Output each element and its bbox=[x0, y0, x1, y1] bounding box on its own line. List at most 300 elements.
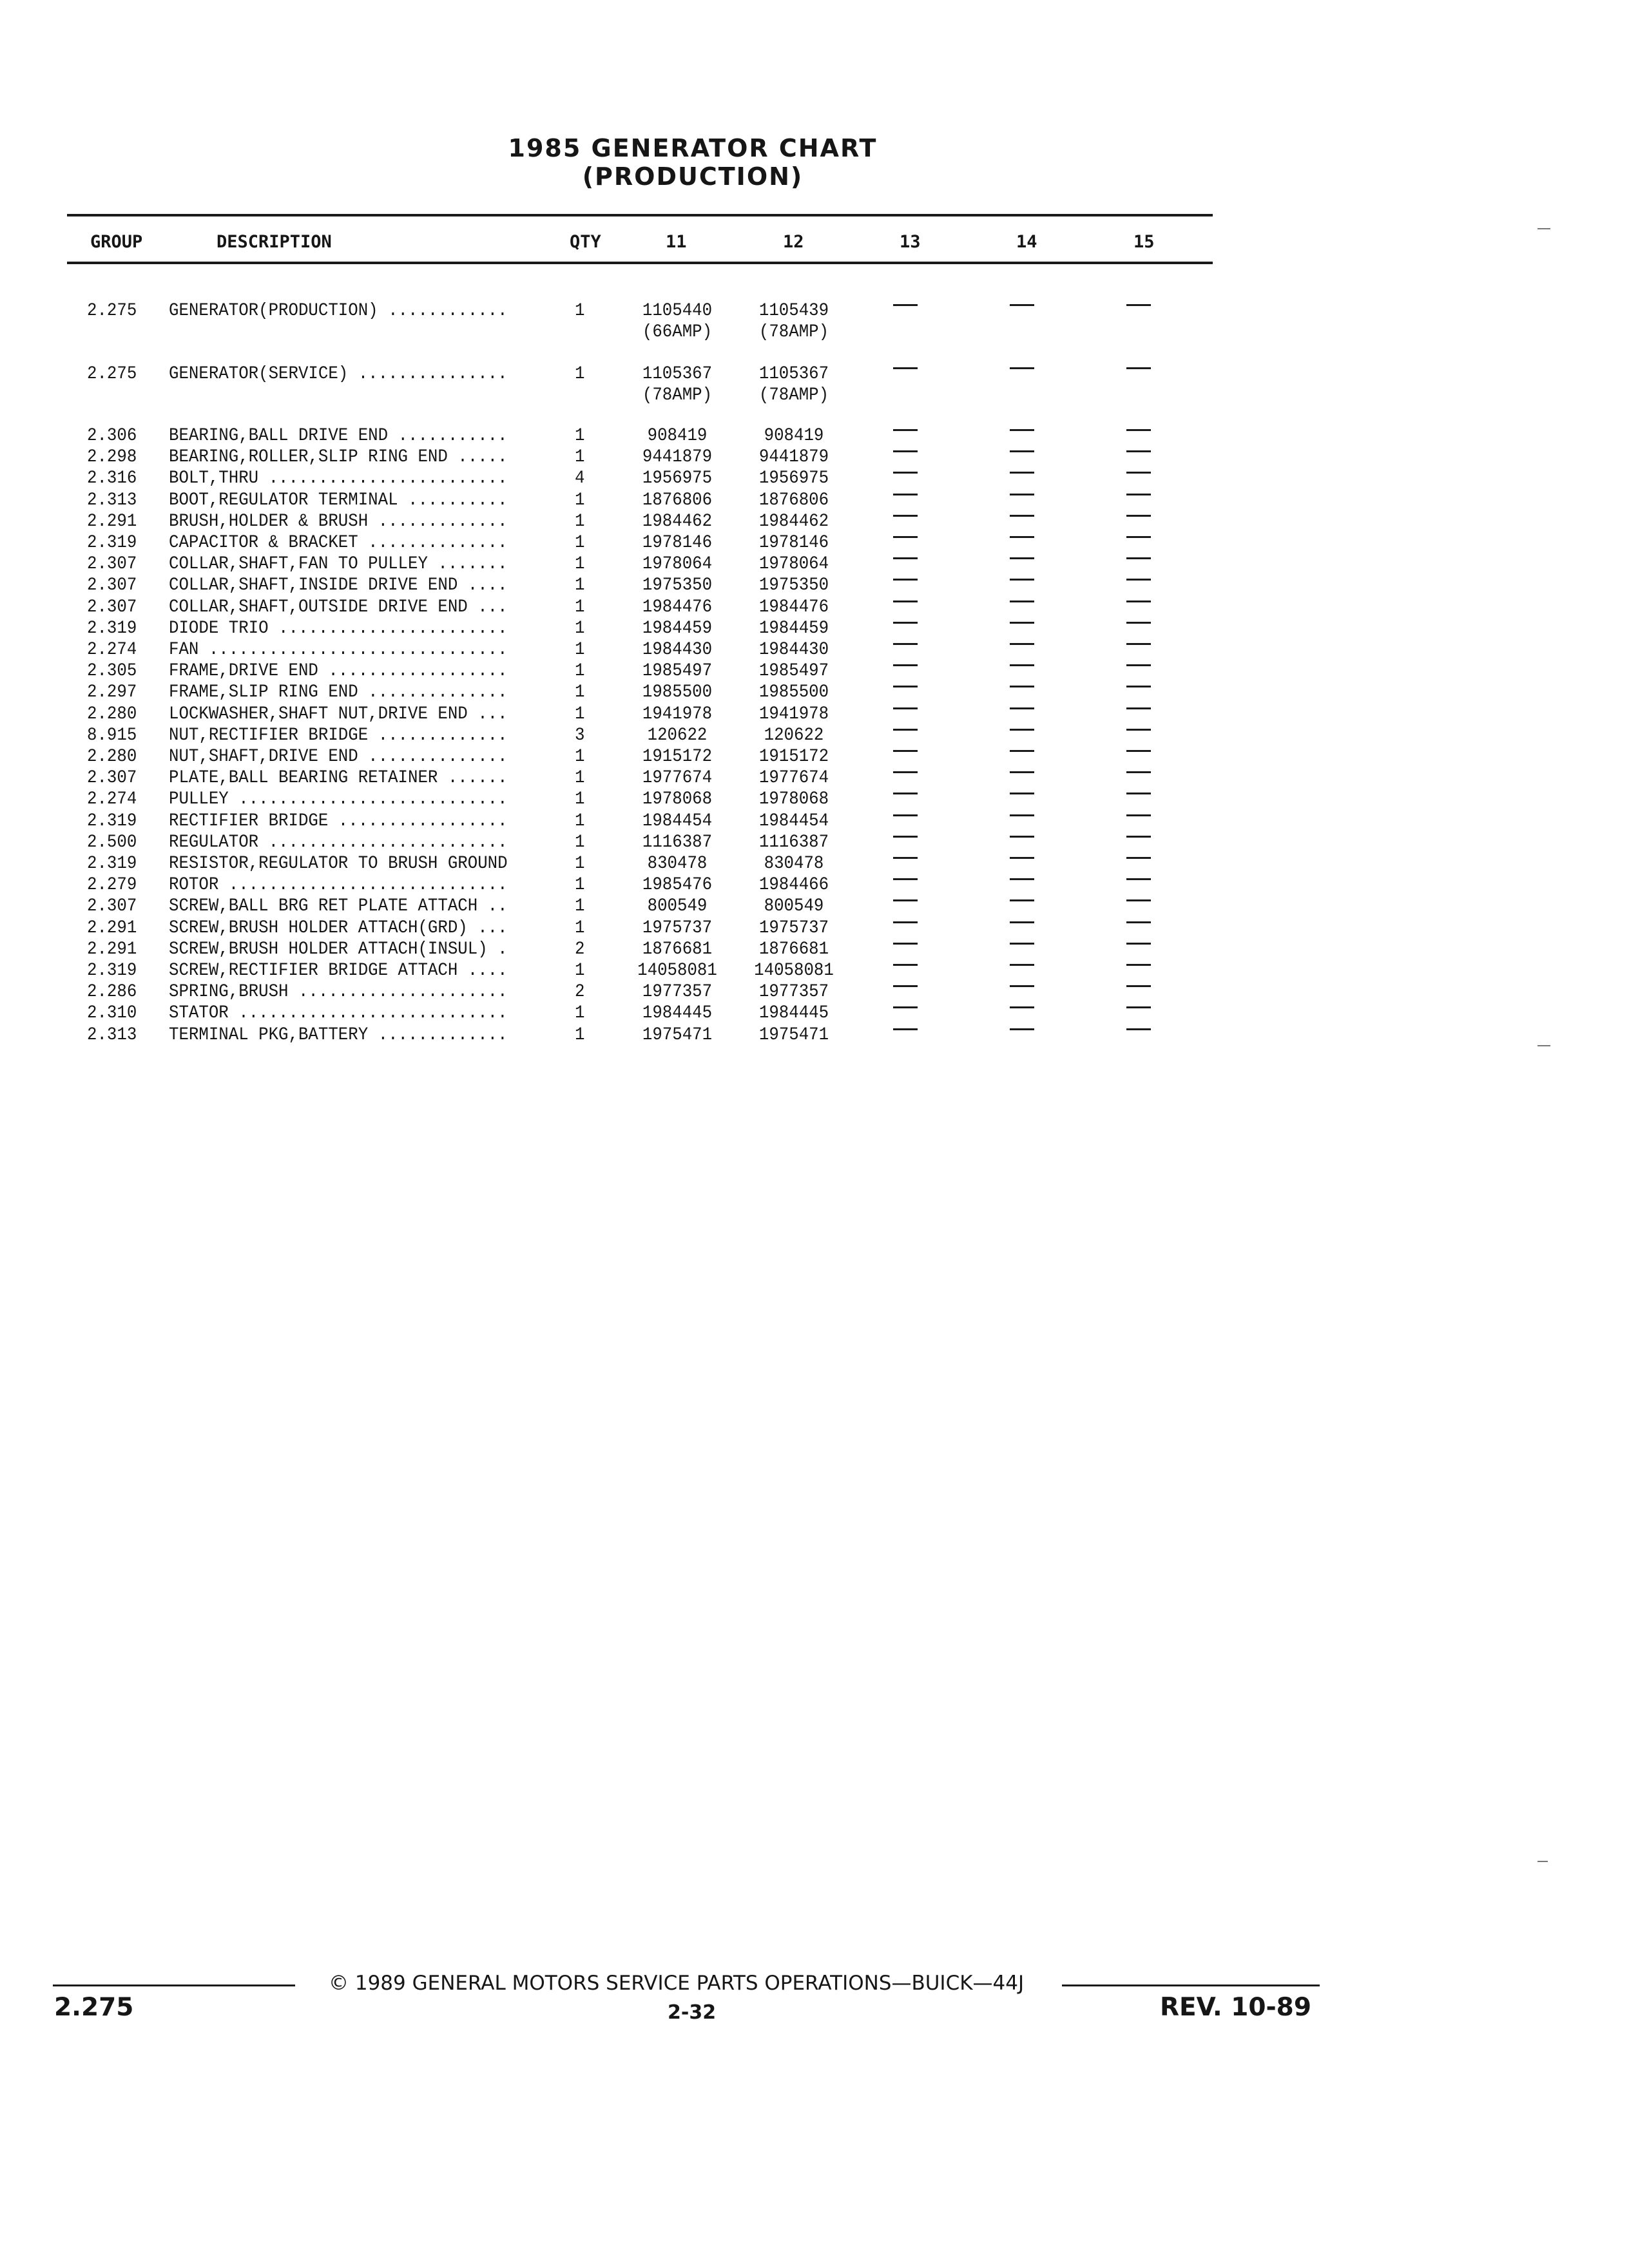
description-cell: DIODE TRIO ....................... bbox=[169, 618, 508, 639]
description-cell: REGULATOR ........................ bbox=[169, 832, 508, 852]
dash-text bbox=[1126, 634, 1127, 635]
amperage-cell-12: (78AMP) bbox=[758, 322, 829, 342]
empty-value-dash bbox=[1010, 664, 1034, 666]
group-cell: 2.319 bbox=[87, 811, 137, 831]
empty-value-dash bbox=[1010, 899, 1034, 901]
qty-cell: 1 bbox=[575, 1003, 585, 1024]
group-cell: 2.319 bbox=[87, 854, 137, 874]
empty-value-dash bbox=[1010, 1006, 1034, 1008]
part-number-cell-12: 1984430 bbox=[758, 640, 829, 660]
group-cell: 2.291 bbox=[87, 511, 137, 532]
part-number-cell-12: 1978064 bbox=[758, 554, 829, 575]
empty-value-dash bbox=[1126, 557, 1151, 559]
description-cell: COLLAR,SHAFT,INSIDE DRIVE END .... bbox=[169, 575, 508, 596]
part-number-cell-11: 1978146 bbox=[642, 533, 713, 553]
chart-title-line1: 1985 GENERATOR CHART bbox=[508, 134, 878, 162]
header-col-13: 13 bbox=[900, 232, 921, 252]
chart-title bbox=[0, 134, 1385, 191]
group-cell: 2.310 bbox=[87, 1003, 137, 1024]
part-number-cell-11: 1984445 bbox=[642, 1003, 713, 1024]
part-number-cell-12: 1984454 bbox=[758, 811, 829, 831]
group-cell: 2.274 bbox=[87, 789, 137, 810]
footer-rule-left bbox=[53, 1984, 295, 1986]
part-number-cell-11: 1105440 bbox=[642, 301, 713, 321]
qty-cell: 1 bbox=[575, 490, 585, 510]
empty-value-dash bbox=[893, 664, 918, 666]
dash-text bbox=[1126, 655, 1127, 656]
description-cell: GENERATOR(PRODUCTION) ............ bbox=[169, 301, 508, 321]
header-description: DESCRIPTION bbox=[217, 232, 332, 252]
empty-value-dash bbox=[1126, 771, 1151, 773]
amperage-cell-12: (78AMP) bbox=[758, 385, 829, 405]
part-number-cell-12: 1984462 bbox=[758, 511, 829, 532]
empty-value-dash bbox=[1126, 943, 1151, 945]
empty-value-dash bbox=[1126, 643, 1151, 645]
qty-cell: 1 bbox=[575, 704, 585, 724]
dash-text bbox=[893, 420, 894, 421]
footer-copyright: © 1989 GENERAL MOTORS SERVICE PARTS OPERATIONS—BUICK—44J bbox=[329, 1972, 1025, 1995]
dash-text bbox=[1126, 997, 1127, 998]
empty-value-dash bbox=[893, 814, 918, 816]
empty-value-dash bbox=[893, 1028, 918, 1030]
dash-text bbox=[1126, 741, 1127, 742]
description-cell: STATOR ........................... bbox=[169, 1003, 508, 1024]
empty-value-dash bbox=[893, 579, 918, 581]
empty-value-dash bbox=[1126, 579, 1151, 581]
part-number-cell-12: 1984466 bbox=[758, 875, 829, 896]
qty-cell: 1 bbox=[575, 511, 585, 532]
qty-cell: 1 bbox=[575, 554, 585, 575]
group-cell: 2.297 bbox=[87, 682, 137, 703]
header-col-12: 12 bbox=[783, 232, 804, 252]
empty-value-dash bbox=[893, 878, 918, 880]
group-cell: 2.274 bbox=[87, 640, 137, 660]
empty-value-dash bbox=[893, 515, 918, 517]
empty-value-dash bbox=[893, 686, 918, 687]
part-number-cell-11: 1116387 bbox=[642, 832, 713, 852]
part-number-cell-11: 1876681 bbox=[642, 939, 713, 959]
empty-value-dash bbox=[1126, 429, 1151, 431]
dash-text bbox=[893, 655, 894, 656]
qty-cell: 1 bbox=[575, 747, 585, 767]
empty-value-dash bbox=[893, 836, 918, 838]
dash-text bbox=[1126, 848, 1127, 849]
qty-cell: 1 bbox=[575, 575, 585, 596]
qty-cell: 1 bbox=[575, 918, 585, 938]
dash-text bbox=[893, 1019, 894, 1020]
empty-value-dash bbox=[1010, 494, 1034, 495]
part-number-cell-11: 14058081 bbox=[637, 961, 717, 981]
part-number-cell-11: 1975737 bbox=[642, 918, 713, 938]
part-number-cell-12: 14058081 bbox=[754, 961, 834, 981]
qty-cell: 1 bbox=[575, 364, 585, 384]
dash-text bbox=[893, 805, 894, 806]
description-cell: COLLAR,SHAFT,OUTSIDE DRIVE END ... bbox=[169, 597, 508, 617]
empty-value-dash bbox=[1010, 814, 1034, 816]
part-number-cell-11: 830478 bbox=[647, 854, 708, 874]
description-cell: RESISTOR,REGULATOR TO BRUSH GROUND bbox=[169, 854, 508, 874]
scan-mark bbox=[1537, 228, 1550, 229]
dash-text bbox=[1126, 591, 1127, 592]
dash-text bbox=[893, 869, 894, 870]
qty-cell: 1 bbox=[575, 661, 585, 682]
empty-value-dash bbox=[1010, 878, 1034, 880]
qty-cell: 1 bbox=[575, 682, 585, 703]
description-cell: SCREW,BALL BRG RET PLATE ATTACH .. bbox=[169, 896, 508, 917]
empty-value-dash bbox=[1010, 429, 1034, 431]
part-number-cell-11: 1105367 bbox=[642, 364, 713, 384]
part-number-cell-11: 800549 bbox=[647, 896, 708, 917]
qty-cell: 1 bbox=[575, 789, 585, 810]
description-cell: BEARING,ROLLER,SLIP RING END ..... bbox=[169, 447, 508, 468]
dash-text bbox=[893, 912, 894, 913]
part-number-cell-12: 908419 bbox=[764, 426, 824, 446]
header-col-14: 14 bbox=[1016, 232, 1037, 252]
dash-text bbox=[893, 741, 894, 742]
empty-value-dash bbox=[1126, 729, 1151, 731]
empty-value-dash bbox=[893, 643, 918, 645]
empty-value-dash bbox=[1010, 985, 1034, 987]
footer-section-number: 2.275 bbox=[54, 1993, 134, 2022]
part-number-cell-12: 1105439 bbox=[758, 301, 829, 321]
part-number-cell-12: 1984445 bbox=[758, 1003, 829, 1024]
part-number-cell-11: 1977674 bbox=[642, 768, 713, 789]
group-cell: 2.280 bbox=[87, 704, 137, 724]
group-cell: 2.319 bbox=[87, 533, 137, 553]
description-cell: LOCKWASHER,SHAFT NUT,DRIVE END ... bbox=[169, 704, 508, 724]
part-number-cell-11: 1941978 bbox=[642, 704, 713, 724]
description-cell: GENERATOR(SERVICE) ............... bbox=[169, 364, 508, 384]
empty-value-dash bbox=[893, 943, 918, 945]
description-cell: ROTOR ............................ bbox=[169, 875, 508, 896]
dash-text bbox=[1126, 698, 1127, 699]
qty-cell: 1 bbox=[575, 854, 585, 874]
footer-rule-right bbox=[1062, 1984, 1320, 1986]
empty-value-dash bbox=[1126, 367, 1151, 369]
part-number-cell-11: 1956975 bbox=[642, 468, 713, 489]
qty-cell: 1 bbox=[575, 1024, 585, 1045]
description-cell: SCREW,BRUSH HOLDER ATTACH(INSUL) . bbox=[169, 939, 508, 959]
description-cell: SCREW,BRUSH HOLDER ATTACH(GRD) ... bbox=[169, 918, 508, 938]
dash-text bbox=[1126, 890, 1127, 891]
empty-value-dash bbox=[1126, 750, 1151, 752]
part-number-cell-12: 1915172 bbox=[758, 747, 829, 767]
scan-mark bbox=[1537, 1861, 1548, 1862]
dash-text bbox=[893, 548, 894, 549]
empty-value-dash bbox=[1126, 1006, 1151, 1008]
part-number-cell-12: 1975471 bbox=[758, 1024, 829, 1045]
part-number-cell-12: 1978146 bbox=[758, 533, 829, 553]
empty-value-dash bbox=[893, 707, 918, 709]
empty-value-dash bbox=[893, 964, 918, 966]
group-cell: 2.313 bbox=[87, 490, 137, 510]
group-cell: 2.307 bbox=[87, 575, 137, 596]
empty-value-dash bbox=[1126, 622, 1151, 624]
empty-value-dash bbox=[1010, 1028, 1034, 1030]
part-number-cell-11: 1984454 bbox=[642, 811, 713, 831]
empty-value-dash bbox=[1010, 515, 1034, 517]
footer-revision: REV. 10-89 bbox=[1160, 1993, 1311, 2022]
part-number-cell-11: 1984459 bbox=[642, 618, 713, 639]
empty-value-dash bbox=[1010, 536, 1034, 538]
dash-text bbox=[893, 634, 894, 635]
dash-text bbox=[893, 976, 894, 977]
empty-value-dash bbox=[1010, 557, 1034, 559]
empty-value-dash bbox=[1010, 707, 1034, 709]
empty-value-dash bbox=[1010, 964, 1034, 966]
part-number-cell-11: 9441879 bbox=[642, 447, 713, 468]
group-cell: 2.307 bbox=[87, 597, 137, 617]
description-cell: SPRING,BRUSH ..................... bbox=[169, 982, 508, 1003]
group-cell: 2.319 bbox=[87, 961, 137, 981]
qty-cell: 1 bbox=[575, 961, 585, 981]
empty-value-dash bbox=[893, 857, 918, 859]
part-number-cell-11: 1985500 bbox=[642, 682, 713, 703]
empty-value-dash bbox=[1126, 857, 1151, 859]
qty-cell: 1 bbox=[575, 618, 585, 639]
qty-cell: 2 bbox=[575, 939, 585, 959]
empty-value-dash bbox=[1010, 793, 1034, 794]
empty-value-dash bbox=[893, 367, 918, 369]
group-cell: 2.307 bbox=[87, 896, 137, 917]
qty-cell: 1 bbox=[575, 768, 585, 789]
empty-value-dash bbox=[1010, 836, 1034, 838]
empty-value-dash bbox=[893, 899, 918, 901]
empty-value-dash bbox=[893, 494, 918, 495]
dash-text bbox=[893, 997, 894, 998]
empty-value-dash bbox=[1010, 579, 1034, 581]
empty-value-dash bbox=[1010, 729, 1034, 731]
qty-cell: 1 bbox=[575, 640, 585, 660]
part-number-cell-11: 1977357 bbox=[642, 982, 713, 1003]
description-cell: PLATE,BALL BEARING RETAINER ...... bbox=[169, 768, 508, 789]
qty-cell: 1 bbox=[575, 896, 585, 917]
description-cell: BRUSH,HOLDER & BRUSH ............. bbox=[169, 511, 508, 532]
part-number-cell-12: 1956975 bbox=[758, 468, 829, 489]
empty-value-dash bbox=[1010, 750, 1034, 752]
part-number-cell-11: 1984476 bbox=[642, 597, 713, 617]
empty-value-dash bbox=[1126, 304, 1151, 306]
dash-text bbox=[893, 527, 894, 528]
empty-value-dash bbox=[1010, 601, 1034, 602]
dash-text bbox=[1126, 762, 1127, 763]
dash-text bbox=[1126, 869, 1127, 870]
scan-mark bbox=[1537, 1045, 1550, 1046]
empty-value-dash bbox=[1010, 622, 1034, 624]
part-number-cell-11: 1978068 bbox=[642, 789, 713, 810]
part-number-cell-12: 800549 bbox=[764, 896, 824, 917]
qty-cell: 1 bbox=[575, 597, 585, 617]
empty-value-dash bbox=[1010, 857, 1034, 859]
part-number-cell-12: 9441879 bbox=[758, 447, 829, 468]
empty-value-dash bbox=[893, 793, 918, 794]
empty-value-dash bbox=[1126, 472, 1151, 474]
group-cell: 2.291 bbox=[87, 918, 137, 938]
qty-cell: 1 bbox=[575, 533, 585, 553]
description-cell: BOLT,THRU ........................ bbox=[169, 468, 508, 489]
empty-value-dash bbox=[1126, 601, 1151, 602]
part-number-cell-11: 1978064 bbox=[642, 554, 713, 575]
empty-value-dash bbox=[1126, 899, 1151, 901]
empty-value-dash bbox=[1010, 943, 1034, 945]
dash-text bbox=[893, 955, 894, 956]
empty-value-dash bbox=[1010, 367, 1034, 369]
empty-value-dash bbox=[893, 771, 918, 773]
qty-cell: 1 bbox=[575, 811, 585, 831]
dash-text bbox=[1126, 358, 1127, 359]
empty-value-dash bbox=[1126, 450, 1151, 452]
group-cell: 2.286 bbox=[87, 982, 137, 1003]
empty-value-dash bbox=[1010, 304, 1034, 306]
description-cell: NUT,SHAFT,DRIVE END .............. bbox=[169, 747, 508, 767]
part-number-cell-12: 1876681 bbox=[758, 939, 829, 959]
qty-cell: 1 bbox=[575, 301, 585, 321]
qty-cell: 1 bbox=[575, 875, 585, 896]
empty-value-dash bbox=[893, 557, 918, 559]
part-number-cell-12: 1985497 bbox=[758, 661, 829, 682]
group-cell: 2.275 bbox=[87, 301, 137, 321]
empty-value-dash bbox=[1010, 472, 1034, 474]
empty-value-dash bbox=[1126, 836, 1151, 838]
part-number-cell-12: 1984476 bbox=[758, 597, 829, 617]
group-cell: 8.915 bbox=[87, 725, 137, 745]
group-cell: 2.500 bbox=[87, 832, 137, 852]
group-cell: 2.279 bbox=[87, 875, 137, 896]
empty-value-dash bbox=[893, 450, 918, 452]
dash-text bbox=[893, 295, 894, 296]
qty-cell: 1 bbox=[575, 832, 585, 852]
empty-value-dash bbox=[1126, 686, 1151, 687]
description-cell: COLLAR,SHAFT,FAN TO PULLEY ....... bbox=[169, 554, 508, 575]
description-cell: SCREW,RECTIFIER BRIDGE ATTACH .... bbox=[169, 961, 508, 981]
description-cell: FRAME,SLIP RING END .............. bbox=[169, 682, 508, 703]
group-cell: 2.313 bbox=[87, 1024, 137, 1045]
empty-value-dash bbox=[893, 985, 918, 987]
empty-value-dash bbox=[893, 729, 918, 731]
group-cell: 2.275 bbox=[87, 364, 137, 384]
empty-value-dash bbox=[1126, 515, 1151, 517]
group-cell: 2.319 bbox=[87, 618, 137, 639]
empty-value-dash bbox=[1126, 1028, 1151, 1030]
empty-value-dash bbox=[893, 601, 918, 602]
header-group: GROUP bbox=[90, 232, 143, 252]
dash-text bbox=[893, 441, 894, 442]
part-number-cell-12: 1116387 bbox=[758, 832, 829, 852]
part-number-cell-11: 1915172 bbox=[642, 747, 713, 767]
part-number-cell-12: 1975737 bbox=[758, 918, 829, 938]
header-bottom-rule bbox=[67, 262, 1213, 264]
description-cell: FAN .............................. bbox=[169, 640, 508, 660]
description-cell: FRAME,DRIVE END .................. bbox=[169, 661, 508, 682]
part-number-cell-11: 1984462 bbox=[642, 511, 713, 532]
header-qty: QTY bbox=[570, 232, 601, 252]
part-number-cell-12: 1984459 bbox=[758, 618, 829, 639]
empty-value-dash bbox=[1010, 771, 1034, 773]
description-cell: PULLEY ........................... bbox=[169, 789, 508, 810]
dash-text bbox=[1126, 441, 1127, 442]
qty-cell: 4 bbox=[575, 468, 585, 489]
part-number-cell-11: 1975350 bbox=[642, 575, 713, 596]
part-number-cell-12: 1977674 bbox=[758, 768, 829, 789]
group-cell: 2.307 bbox=[87, 554, 137, 575]
description-cell: NUT,RECTIFIER BRIDGE ............. bbox=[169, 725, 508, 745]
part-number-cell-12: 1941978 bbox=[758, 704, 829, 724]
part-number-cell-12: 1978068 bbox=[758, 789, 829, 810]
empty-value-dash bbox=[893, 622, 918, 624]
dash-text bbox=[1126, 955, 1127, 956]
dash-text bbox=[1126, 420, 1127, 421]
group-cell: 2.306 bbox=[87, 426, 137, 446]
part-number-cell-11: 1985497 bbox=[642, 661, 713, 682]
dash-text bbox=[893, 783, 894, 784]
header-col-15: 15 bbox=[1133, 232, 1155, 252]
header-top-rule bbox=[67, 214, 1213, 216]
empty-value-dash bbox=[893, 429, 918, 431]
part-number-cell-12: 1876806 bbox=[758, 490, 829, 510]
footer-page-number: 2-32 bbox=[668, 2001, 717, 2024]
dash-text bbox=[1126, 548, 1127, 549]
dash-text bbox=[1126, 527, 1127, 528]
empty-value-dash bbox=[893, 750, 918, 752]
empty-value-dash bbox=[1126, 793, 1151, 794]
empty-value-dash bbox=[1126, 985, 1151, 987]
part-number-cell-12: 1105367 bbox=[758, 364, 829, 384]
empty-value-dash bbox=[1126, 707, 1151, 709]
part-number-cell-11: 1876806 bbox=[642, 490, 713, 510]
empty-value-dash bbox=[893, 921, 918, 923]
part-number-cell-11: 1984430 bbox=[642, 640, 713, 660]
empty-value-dash bbox=[1010, 921, 1034, 923]
group-cell: 2.280 bbox=[87, 747, 137, 767]
amperage-cell-11: (66AMP) bbox=[642, 322, 713, 342]
dash-text bbox=[1126, 805, 1127, 806]
empty-value-dash bbox=[1126, 494, 1151, 495]
dash-text bbox=[893, 358, 894, 359]
qty-cell: 2 bbox=[575, 982, 585, 1003]
empty-value-dash bbox=[1126, 536, 1151, 538]
qty-cell: 3 bbox=[575, 725, 585, 745]
group-cell: 2.307 bbox=[87, 768, 137, 789]
part-number-cell-12: 1977357 bbox=[758, 982, 829, 1003]
description-cell: BEARING,BALL DRIVE END ........... bbox=[169, 426, 508, 446]
group-cell: 2.316 bbox=[87, 468, 137, 489]
dash-text bbox=[893, 848, 894, 849]
description-cell: CAPACITOR & BRACKET .............. bbox=[169, 533, 508, 553]
empty-value-dash bbox=[1126, 664, 1151, 666]
amperage-cell-11: (78AMP) bbox=[642, 385, 713, 405]
empty-value-dash bbox=[893, 536, 918, 538]
empty-value-dash bbox=[1010, 450, 1034, 452]
empty-value-dash bbox=[893, 1006, 918, 1008]
group-cell: 2.305 bbox=[87, 661, 137, 682]
chart-title-line2: (PRODUCTION) bbox=[582, 162, 804, 191]
qty-cell: 1 bbox=[575, 426, 585, 446]
dash-text bbox=[1126, 976, 1127, 977]
description-cell: BOOT,REGULATOR TERMINAL .......... bbox=[169, 490, 508, 510]
group-cell: 2.291 bbox=[87, 939, 137, 959]
empty-value-dash bbox=[893, 304, 918, 306]
dash-text bbox=[1126, 912, 1127, 913]
part-number-cell-11: 1975471 bbox=[642, 1024, 713, 1045]
header-col-11: 11 bbox=[666, 232, 687, 252]
empty-value-dash bbox=[1126, 921, 1151, 923]
description-cell: RECTIFIER BRIDGE ................. bbox=[169, 811, 508, 831]
part-number-cell-11: 120622 bbox=[647, 725, 708, 745]
description-cell: TERMINAL PKG,BATTERY ............. bbox=[169, 1024, 508, 1045]
empty-value-dash bbox=[1010, 686, 1034, 687]
part-number-cell-12: 1985500 bbox=[758, 682, 829, 703]
empty-value-dash bbox=[1126, 964, 1151, 966]
